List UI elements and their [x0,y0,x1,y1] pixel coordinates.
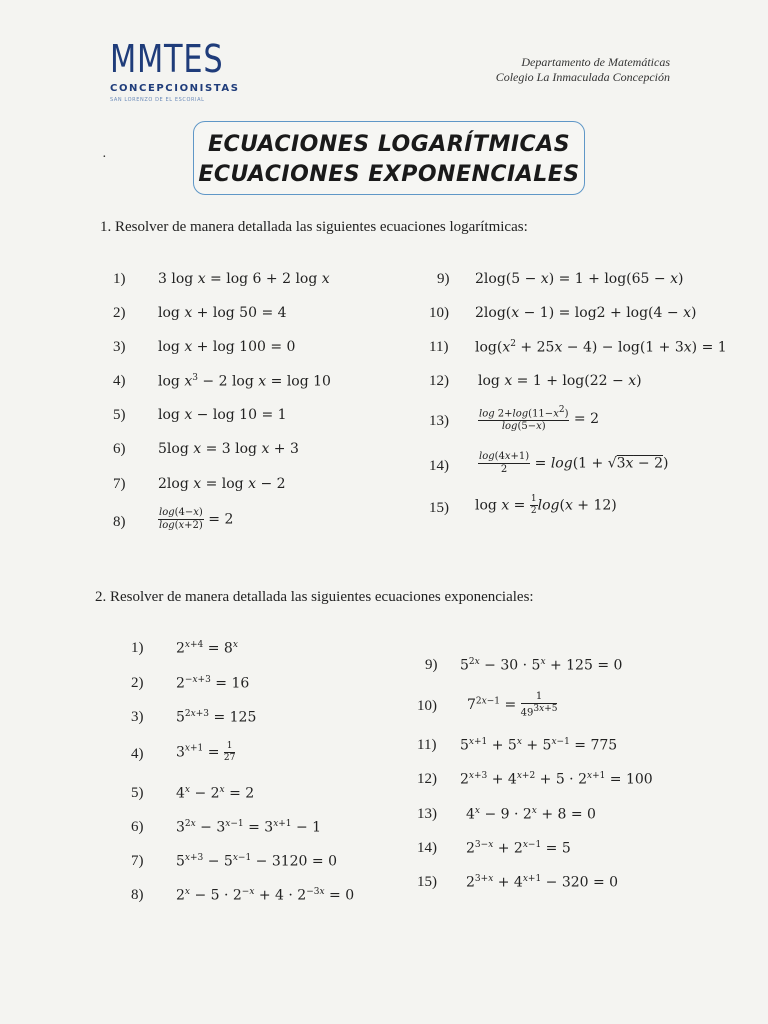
log-item-number: 13) [429,413,449,429]
exp-equation-6: $3^{2x} - 3^{x-1} = 3^{x+1} - 1$ [176,819,322,836]
log-equation-15: log x = $\frac{1}{2}$ log(x + 12) [475,494,617,516]
log-item-number: 3) [113,339,126,355]
exp-item-number: 7) [131,853,144,869]
log-equation-10: 2log(x − 1) = log2 + log(4 − x) [475,305,697,321]
exp-equation-13: $4^x - 9 \cdot 2^x + 8 = 0$ [466,806,596,823]
log-equation-1: 3 log x = log 6 + 2 log x [158,271,330,287]
exp-equation-7: $5^{x+3} - 5^{x-1} - 3120 = 0$ [176,853,337,870]
log-equation-7: 2log x = log x − 2 [158,476,286,492]
exp-item-number: 2) [131,675,144,691]
stray-dot: · [102,150,107,165]
log-equation-6: 5log x = 3 log x + 3 [158,441,299,457]
logo-subtitle: CONCEPCIONISTAS [110,83,240,94]
log-item-number: 14) [429,458,449,474]
log-equation-8: $\frac{\log(4-x)}{\log(x+2)}$ = 2 [159,507,234,531]
log-item-number: 2) [113,305,126,321]
department-name: Departamento de Matemáticas [521,55,670,69]
log-item-number: 1) [113,271,126,287]
log-item-number: 6) [113,441,126,457]
title-line-1: ECUACIONES LOGARÍTMICAS [207,132,571,157]
school-name: Colegio La Inmaculada Concepción [495,70,670,84]
log-equation-14: $\frac{\log(4x+1)}{2}$ = log(1 + √3x − 2) [479,451,669,475]
title-box [193,121,585,195]
exp-equation-1: $2^{x+4} = 8^x$ [176,640,238,657]
exp-item-number: 15) [417,874,437,890]
exp-item-number: 1) [131,640,144,656]
exp-item-number: 10) [417,698,437,714]
log-equation-12: log x = 1 + log(22 − x) [478,373,642,389]
exp-equation-3: $5^{2x+3} = 125$ [176,709,257,726]
exp-equation-14: $2^{3-x} + 2^{x-1} = 5$ [466,840,571,857]
section-2-heading: 2. Resolver de manera detallada las siguientes ecuaciones exponenciales: [95,589,534,605]
school-logo: MMTES [110,37,224,81]
exp-item-number: 4) [131,746,144,762]
exp-equation-4: $3^{x+1}$ = $\frac{1}{27}$ [176,741,236,763]
title-line-2: ECUACIONES EXPONENCIALES [198,162,580,187]
log-item-number: 9) [437,271,450,287]
exp-equation-12: $2^{x+3} + 4^{x+2} + 5 \cdot 2^{x+1} = 100$ [460,771,653,788]
exp-item-number: 13) [417,806,437,822]
exp-equation-8: $2^x - 5 \cdot 2^{-x} + 4 \cdot 2^{-3x} = 0$ [176,887,355,904]
log-item-number: 8) [113,514,126,530]
logo-tagline: SAN LORENZO DE EL ESCORIAL [110,97,205,103]
exp-item-number: 11) [417,737,437,753]
log-equation-13: $\frac{\log 2+\log(11-x^2)}{\log(5-x)}$ = 2 [479,405,600,433]
log-equation-9: 2log(5 − x) = 1 + log(65 − x) [475,271,684,287]
exp-item-number: 9) [425,657,438,673]
log-equation-2: log x + log 50 = 4 [158,305,287,321]
log-item-number: 7) [113,476,126,492]
exp-equation-10: $7^{2x-1}$ = $\frac{1}{49^{3x+5}}$ [467,691,558,719]
exp-item-number: 12) [417,771,437,787]
exp-item-number: 6) [131,819,144,835]
exp-item-number: 5) [131,785,144,801]
exp-equation-9: $5^{2x} - 30 \cdot 5^x + 125 = 0$ [460,657,623,674]
log-item-number: 10) [429,305,449,321]
section-1-heading: 1. Resolver de manera detallada las siguientes ecuaciones logarítmicas: [100,219,528,235]
log-item-number: 5) [113,407,126,423]
log-equation-4: $\log x^3 - 2$ log x = log 10 [158,373,331,390]
exp-item-number: 14) [417,840,437,856]
exp-equation-2: $2^{-x+3} = 16$ [176,675,250,692]
exp-item-number: 8) [131,887,144,903]
log-item-number: 15) [429,500,449,516]
log-equation-5: log x − log 10 = 1 [158,407,287,423]
log-item-number: 4) [113,373,126,389]
log-item-number: 11) [429,339,449,355]
exp-item-number: 3) [131,709,144,725]
exp-equation-5: $4^x - 2^x = 2$ [176,785,255,802]
log-equation-3: log x + log 100 = 0 [158,339,296,355]
log-equation-11: $\log(x^2 + 25x - 4) - \log(1 + 3x) = 1$ [475,339,727,356]
exp-equation-11: $5^{x+1} + 5^x + 5^{x-1} = 775$ [460,737,618,754]
log-item-number: 12) [429,373,449,389]
exp-equation-15: $2^{3+x} + 4^{x+1} - 320 = 0$ [466,874,619,891]
